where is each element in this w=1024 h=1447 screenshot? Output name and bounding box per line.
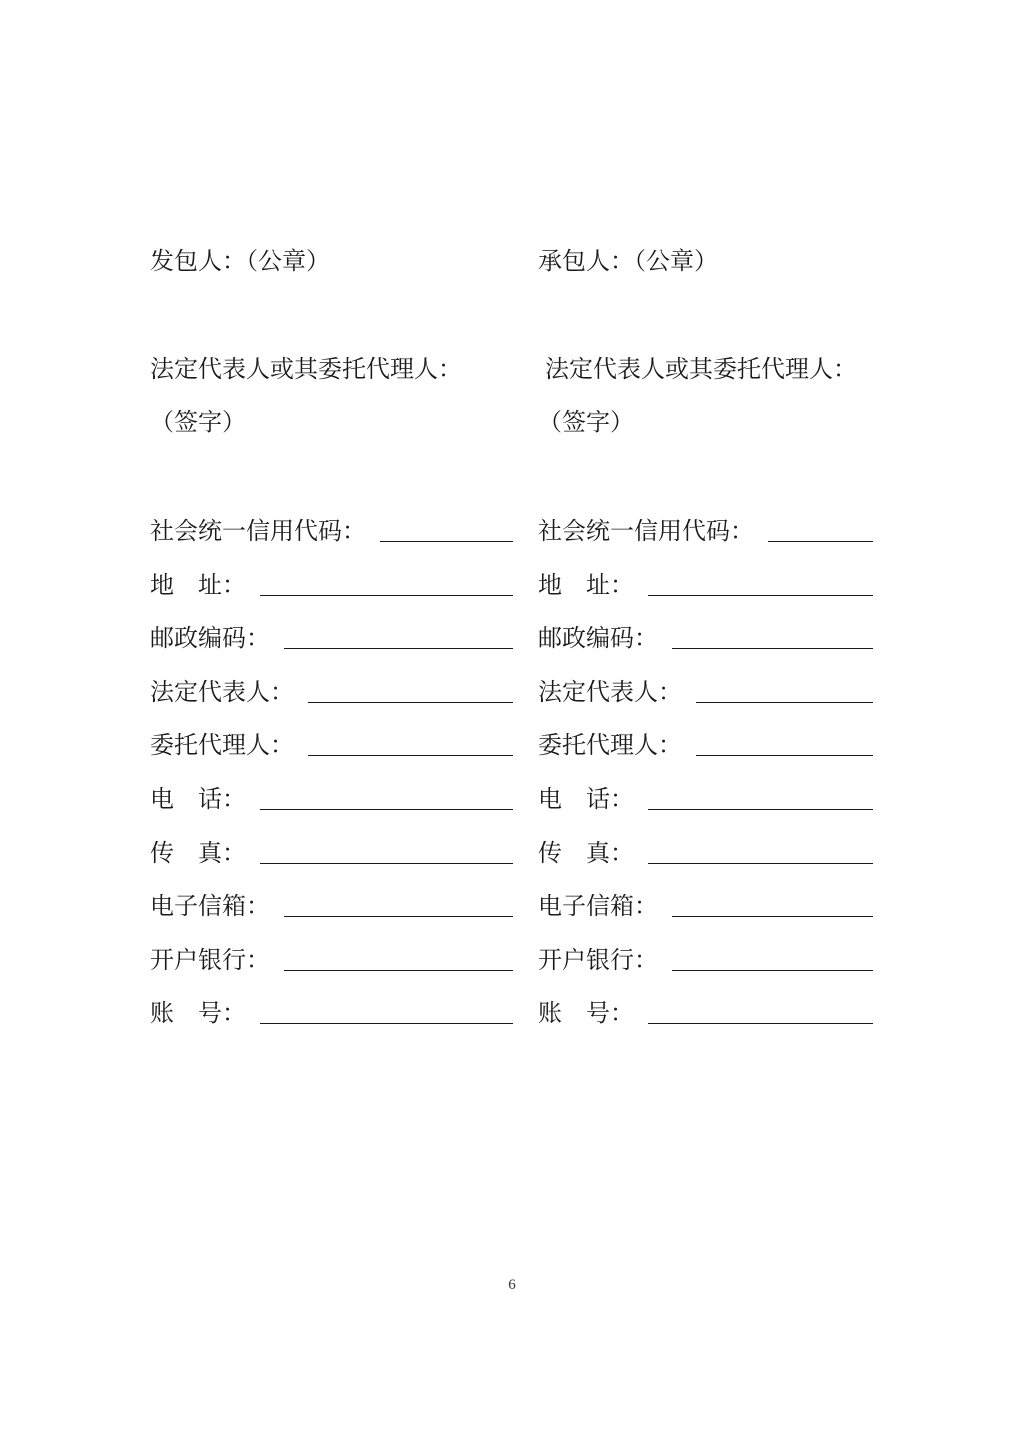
field-label: 传 真： xyxy=(150,839,246,867)
fill-line xyxy=(284,647,513,649)
fill-line xyxy=(648,1022,873,1024)
field-label: 电子信箱： xyxy=(538,892,658,920)
fill-line xyxy=(648,808,873,810)
fill-line xyxy=(260,1022,513,1024)
contractor-email-field xyxy=(538,889,873,921)
field-label: 传 真： xyxy=(538,839,634,867)
field-label: 开户银行： xyxy=(150,946,270,974)
fill-line xyxy=(260,808,513,810)
fill-line xyxy=(672,647,873,649)
fill-line xyxy=(284,969,513,971)
field-label: 法定代表人： xyxy=(150,678,294,706)
field-label: 邮政编码： xyxy=(538,624,658,652)
contractor-phone-field xyxy=(538,782,873,814)
fill-line xyxy=(696,754,873,756)
fill-line xyxy=(648,594,873,596)
contractor-legal-rep-field xyxy=(538,675,873,707)
contractor-representative-label: 法定代表人或其委托代理人： xyxy=(545,355,857,383)
employer-email-field xyxy=(150,889,513,921)
field-label: 法定代表人： xyxy=(538,678,682,706)
contractor-address-field xyxy=(538,568,873,600)
field-label: 社会统一信用代码： xyxy=(538,517,754,545)
field-label: 电 话： xyxy=(150,785,246,813)
field-label: 委托代理人： xyxy=(150,731,294,759)
contractor-signature-label: （签字） xyxy=(538,408,634,436)
fill-line xyxy=(260,594,513,596)
employer-credit-code-field xyxy=(150,514,513,546)
employer-postcode-field xyxy=(150,621,513,653)
employer-phone-field xyxy=(150,782,513,814)
field-label: 账 号： xyxy=(150,999,246,1027)
fill-line xyxy=(696,701,873,703)
field-label: 开户银行： xyxy=(538,946,658,974)
page-number: 6 xyxy=(508,1277,516,1293)
contractor-agent-field xyxy=(538,728,873,760)
employer-bank-field xyxy=(150,943,513,975)
field-label: 地 址： xyxy=(150,571,246,599)
employer-signature-label: （签字） xyxy=(150,408,246,436)
contractor-block xyxy=(538,0,873,1100)
field-label: 电子信箱： xyxy=(150,892,270,920)
fill-line xyxy=(284,915,513,917)
field-label: 地 址： xyxy=(538,571,634,599)
contractor-account-field xyxy=(538,996,873,1028)
employer-seal-label: 发包人：（公章） xyxy=(150,247,330,275)
employer-block xyxy=(150,0,513,1100)
contractor-credit-code-field xyxy=(538,514,873,546)
field-label: 电 话： xyxy=(538,785,634,813)
employer-representative-label: 法定代表人或其委托代理人： xyxy=(150,355,462,383)
fill-line xyxy=(768,540,873,542)
field-label: 账 号： xyxy=(538,999,634,1027)
field-label: 委托代理人： xyxy=(538,731,682,759)
employer-agent-field xyxy=(150,728,513,760)
employer-fax-field xyxy=(150,836,513,868)
employer-account-field xyxy=(150,996,513,1028)
contractor-postcode-field xyxy=(538,621,873,653)
contractor-seal-label: 承包人：（公章） xyxy=(538,247,718,275)
fill-line xyxy=(380,540,513,542)
contractor-bank-field xyxy=(538,943,873,975)
fill-line xyxy=(308,754,513,756)
fill-line xyxy=(260,862,513,864)
fill-line xyxy=(648,862,873,864)
fill-line xyxy=(672,969,873,971)
fill-line xyxy=(672,915,873,917)
contractor-fax-field xyxy=(538,836,873,868)
employer-legal-rep-field xyxy=(150,675,513,707)
fill-line xyxy=(308,701,513,703)
field-label: 邮政编码： xyxy=(150,624,270,652)
employer-address-field xyxy=(150,568,513,600)
field-label: 社会统一信用代码： xyxy=(150,517,366,545)
